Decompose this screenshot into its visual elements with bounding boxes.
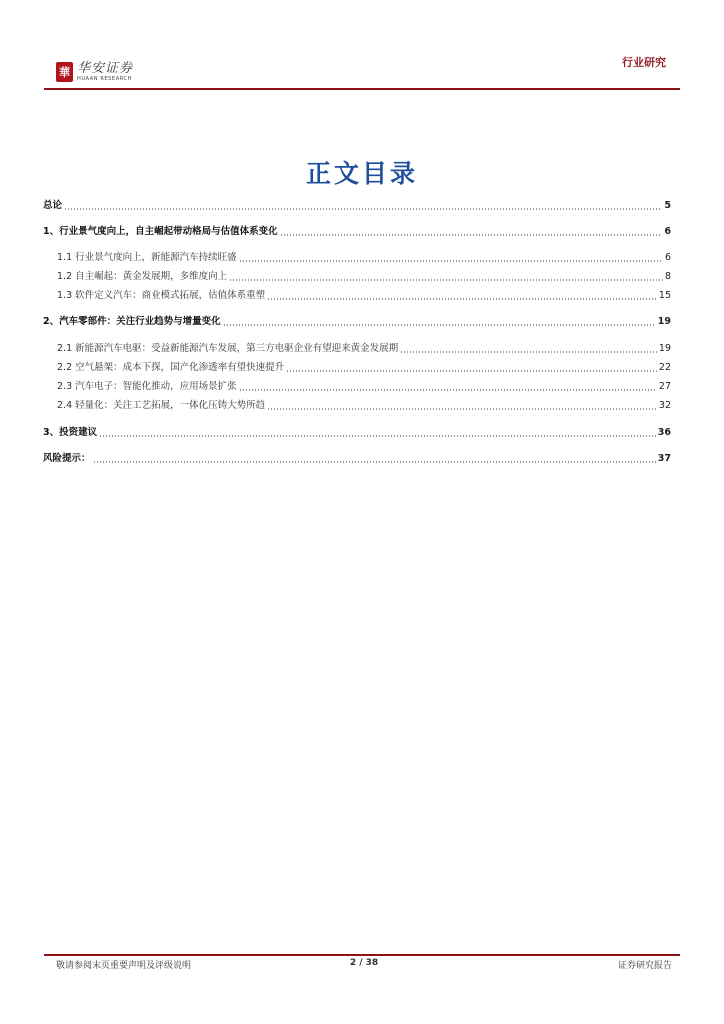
toc-entry-page: 6 bbox=[664, 226, 671, 237]
toc-entry-label: 1.2 自主崛起：黄金发展期，多维度向上 bbox=[57, 271, 228, 282]
toc-leader-dots bbox=[229, 279, 663, 281]
huaan-seal-icon: 華 bbox=[56, 62, 73, 82]
toc-leader-dots bbox=[239, 260, 663, 262]
toc-entry-page: 5 bbox=[664, 200, 671, 211]
toc-entry[interactable] bbox=[43, 360, 671, 374]
toc-entry-page: 37 bbox=[657, 453, 671, 464]
toc-entry-label: 2.4 轻量化：关注工艺拓展，一体化压铸大势所趋 bbox=[57, 400, 266, 411]
toc-leader-dots bbox=[400, 351, 657, 353]
toc-entry-page: 19 bbox=[658, 343, 671, 354]
report-type: 证券研究报告 bbox=[617, 961, 672, 971]
huaan-logo bbox=[56, 60, 133, 84]
toc-entry-page: 15 bbox=[658, 290, 671, 301]
toc-entry-page: 27 bbox=[658, 381, 671, 392]
toc-entry-label: 风险提示： bbox=[43, 453, 91, 464]
footer-divider bbox=[44, 954, 680, 956]
page-header bbox=[0, 0, 724, 90]
toc-entry-page: 8 bbox=[664, 271, 671, 282]
toc-entry-label: 3、投资建议 bbox=[43, 427, 98, 438]
toc-leader-dots bbox=[239, 389, 657, 391]
report-section-label: 行业研究 bbox=[622, 56, 666, 69]
toc-leader-dots bbox=[280, 234, 663, 236]
toc-leader-dots bbox=[267, 408, 657, 410]
toc-entry[interactable] bbox=[43, 198, 671, 212]
toc-entry[interactable] bbox=[43, 398, 671, 412]
toc-leader-dots bbox=[267, 298, 657, 300]
toc-entry-page: 32 bbox=[658, 400, 671, 411]
toc-entry[interactable] bbox=[43, 425, 671, 439]
logo-english-name: HUAAN RESEARCH bbox=[77, 76, 132, 82]
toc-leader-dots bbox=[64, 208, 662, 210]
toc-leader-dots bbox=[99, 435, 656, 437]
toc-entry[interactable] bbox=[43, 314, 671, 328]
toc-entry-page: 6 bbox=[664, 252, 671, 263]
toc-entry[interactable] bbox=[43, 451, 671, 465]
toc-entry-label: 1.3 软件定义汽车：商业模式拓展，估值体系重塑 bbox=[57, 290, 266, 301]
toc-entry[interactable] bbox=[43, 269, 671, 283]
toc-entry[interactable] bbox=[43, 250, 671, 264]
disclaimer-note: 敬请参阅末页重要声明及评级说明 bbox=[56, 961, 192, 971]
toc-entry-label: 1、行业景气度向上，自主崛起带动格局与估值体系变化 bbox=[43, 226, 278, 237]
toc-entry-label: 总论 bbox=[43, 200, 63, 211]
toc-entry-page: 19 bbox=[657, 316, 671, 327]
header-divider bbox=[44, 88, 680, 90]
toc-entry[interactable] bbox=[43, 379, 671, 393]
toc-entry[interactable] bbox=[43, 224, 671, 238]
toc-leader-dots bbox=[286, 370, 657, 372]
toc-leader-dots bbox=[93, 461, 656, 463]
toc-entry-page: 36 bbox=[657, 427, 671, 438]
toc-entry[interactable] bbox=[43, 288, 671, 302]
toc-entry-label: 2.2 空气悬架：成本下探，国产化渗透率有望快速提升 bbox=[57, 362, 285, 373]
toc-entry-page: 22 bbox=[658, 362, 671, 373]
toc-entry[interactable] bbox=[43, 341, 671, 355]
logo-chinese-name: 华安证券 bbox=[77, 61, 134, 76]
toc-leader-dots bbox=[223, 324, 656, 326]
toc-entry-label: 1.1 行业景气度向上，新能源汽车持续旺盛 bbox=[57, 252, 237, 263]
toc-entry-label: 2.1 新能源汽车电驱：受益新能源汽车发展，第三方电驱企业有望迎来黄金发展期 bbox=[57, 343, 399, 354]
toc-entry-label: 2.3 汽车电子：智能化推动，应用场景扩张 bbox=[57, 381, 237, 392]
toc-title: 正文目录 bbox=[305, 159, 418, 188]
toc-entry-label: 2、汽车零部件：关注行业趋势与增量变化 bbox=[43, 316, 221, 327]
page-number: 2 / 38 bbox=[349, 958, 379, 968]
page-footer bbox=[56, 958, 672, 974]
